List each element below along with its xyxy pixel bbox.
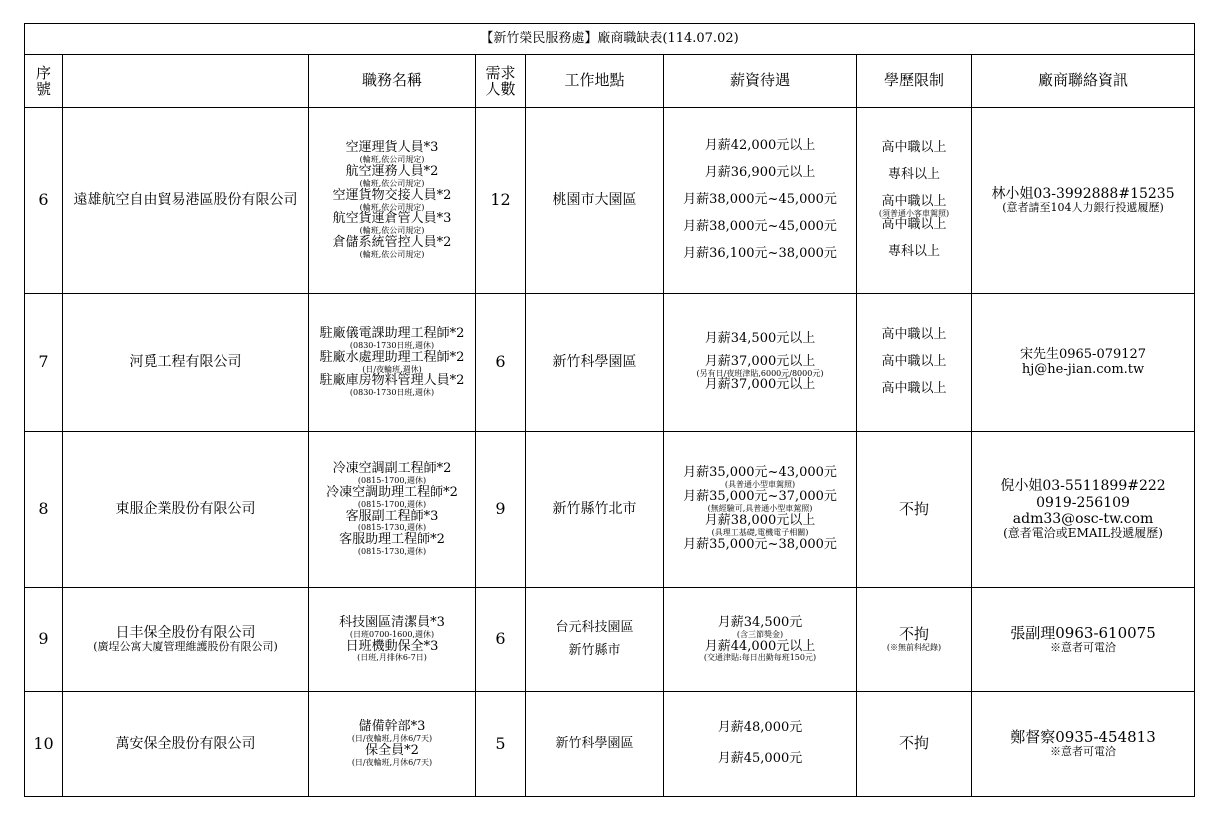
salary-list xyxy=(664,294,857,432)
job-title: 駐廠水處理助理工程師*2 xyxy=(319,349,465,365)
work-location: 台元科技園區 新竹縣市 xyxy=(526,588,664,692)
salary-item: 月薪36,900元以上 xyxy=(704,165,816,181)
education-list xyxy=(857,588,972,692)
job-title: 冷凍空調副工程師*2 xyxy=(332,461,452,477)
salary-note: (無經驗可,具普通小型車駕照) xyxy=(707,504,813,514)
work-location: 新竹科學園區 xyxy=(526,692,664,797)
education-item: 高中職以上 xyxy=(881,354,947,370)
education-item: 專科以上 xyxy=(887,166,940,182)
contact-line: adm33@osc-tw.com xyxy=(1012,510,1154,527)
job-vacancy-table xyxy=(24,23,1195,797)
salary-note: (交通津貼:每日出勤每班150元) xyxy=(703,653,817,663)
job-note: (輪班,依公司規定) xyxy=(359,226,425,236)
header-need: 需求 人數 xyxy=(476,55,526,108)
job-note: (輪班,依公司規定) xyxy=(359,250,425,260)
job-title: 冷凍空調助理工程師*2 xyxy=(326,484,458,500)
job-note: (輪班,依公司規定) xyxy=(359,178,425,188)
header-seq: 序 號 xyxy=(25,55,63,108)
education-list xyxy=(857,432,972,588)
company-name: 河覓工程有限公司 xyxy=(63,294,309,432)
contact-info xyxy=(972,294,1195,432)
education-note: (須普通小客車駕照) xyxy=(878,208,950,218)
work-location: 新竹縣竹北市 xyxy=(526,432,664,588)
company-name: 東服企業股份有限公司 xyxy=(63,432,309,588)
need-count: 9 xyxy=(476,432,526,588)
job-note: (0815-1700,週休) xyxy=(357,475,427,485)
salary-list xyxy=(664,108,857,294)
education-item: 高中職以上 xyxy=(881,217,947,233)
table-row xyxy=(25,294,1195,432)
salary-item: 月薪45,000元 xyxy=(717,751,803,766)
need-count: 6 xyxy=(476,588,526,692)
education-item: 高中職以上 xyxy=(881,380,947,396)
job-list xyxy=(309,588,476,692)
header-location: 工作地點 xyxy=(526,55,664,108)
salary-item: 月薪44,000元以上 xyxy=(704,638,816,654)
contact-line: 0919-256109 xyxy=(1036,494,1130,511)
header-company xyxy=(63,55,309,108)
job-title: 駐廠庫房物料管理人員*2 xyxy=(319,373,465,389)
company-subname: (廣埕公寓大廈管理維護股份有限公司) xyxy=(93,640,278,654)
salary-item: 月薪38,000元以上 xyxy=(704,512,816,528)
contact-info xyxy=(972,692,1195,797)
company-name: 遠雄航空自由貿易港區股份有限公司 xyxy=(63,108,309,294)
contact-info xyxy=(972,432,1195,588)
job-title: 儲備幹部*3 xyxy=(358,719,426,735)
contact-line: 張副理0963-610075 xyxy=(1010,623,1156,642)
salary-list xyxy=(664,588,857,692)
job-list xyxy=(309,108,476,294)
contact-line: 宋先生0965-079127 xyxy=(1019,346,1147,362)
job-title: 倉儲系統管控人員*2 xyxy=(332,235,452,251)
job-note: (日班0700-1600,週休) xyxy=(349,629,435,639)
job-note: (0815-1730,週休) xyxy=(357,547,427,557)
table-row xyxy=(25,432,1195,588)
job-note: (日班,月排休6-7日) xyxy=(357,653,427,663)
work-location: 桃園市大園區 xyxy=(526,108,664,294)
contact-line: 林小姐03-3992888#15235 xyxy=(991,186,1175,203)
job-note: (日/夜輪班,週休) xyxy=(362,364,422,374)
row-seq: 7 xyxy=(25,294,63,432)
job-title: 日班機動保全*3 xyxy=(345,638,439,654)
row-seq: 10 xyxy=(25,692,63,797)
job-note: (日/夜輪班,月休6/7天) xyxy=(351,734,433,744)
salary-note: (另有日/夜班津貼,6000元/8000元) xyxy=(696,368,824,378)
salary-item: 月薪37,000元以上 xyxy=(704,353,816,369)
contact-note: (意者電洽或EMAIL投遞履歷) xyxy=(1003,525,1163,540)
job-title: 駐廠儀電課助理工程師*2 xyxy=(319,325,465,341)
job-note: (0830-1730日班,週休) xyxy=(349,340,435,350)
contact-note: (意者請至104人力銀行投遞履歷) xyxy=(1002,201,1164,215)
need-count: 5 xyxy=(476,692,526,797)
salary-list xyxy=(664,432,857,588)
contact-line: hj@he-jian.com.tw xyxy=(1021,361,1145,377)
education-item: 專科以上 xyxy=(887,244,940,260)
table-row xyxy=(25,692,1195,797)
salary-note: (具普通小型車駕照) xyxy=(724,480,796,490)
row-seq: 8 xyxy=(25,432,63,588)
table-row xyxy=(25,108,1195,294)
salary-item: 月薪35,000元~37,000元 xyxy=(683,489,837,505)
row-seq: 6 xyxy=(25,108,63,294)
job-title: 科技園區清潔員*3 xyxy=(339,614,445,630)
salary-item: 月薪35,000元~43,000元 xyxy=(683,465,837,481)
education-item: 高中職以上 xyxy=(881,193,947,209)
job-note: (輪班,依公司規定) xyxy=(359,155,425,165)
education-item: 不拘 xyxy=(898,734,929,753)
header-education: 學歷限制 xyxy=(857,55,972,108)
job-note: (0815-1700,週休) xyxy=(357,499,427,509)
job-note: (輪班,依公司規定) xyxy=(359,202,425,212)
contact-info xyxy=(972,108,1195,294)
job-note: (0830-1730日班,週休) xyxy=(349,388,435,398)
education-item: 高中職以上 xyxy=(881,139,947,155)
salary-list xyxy=(664,692,857,797)
contact-note: ※意者可電洽 xyxy=(1050,640,1117,654)
salary-item: 月薪42,000元以上 xyxy=(704,138,816,154)
job-list xyxy=(309,294,476,432)
job-list xyxy=(309,432,476,588)
header-job: 職務名稱 xyxy=(309,55,476,108)
job-note: (0815-1730,週休) xyxy=(357,523,427,533)
job-title: 航空貨運倉管人員*3 xyxy=(332,211,452,227)
contact-info xyxy=(972,588,1195,692)
education-note: (※無前科紀錄) xyxy=(886,642,942,652)
salary-item: 月薪35,000元~38,000元 xyxy=(683,536,837,552)
education-list xyxy=(857,692,972,797)
salary-item: 月薪34,500元 xyxy=(717,614,803,630)
job-list xyxy=(309,692,476,797)
row-seq: 9 xyxy=(25,588,63,692)
salary-item: 月薪36,100元~38,000元 xyxy=(683,245,837,261)
job-title: 空運理貨人員*3 xyxy=(345,140,439,156)
salary-item: 月薪38,000元~45,000元 xyxy=(683,218,837,234)
company-name: 日丰保全股份有限公司 (廣埕公寓大廈管理維護股份有限公司) xyxy=(63,588,309,692)
job-title: 客服助理工程師*2 xyxy=(339,532,445,548)
header-salary: 薪資待遇 xyxy=(664,55,857,108)
job-title: 航空運務人員*2 xyxy=(345,163,439,179)
contact-line: 鄭督察0935-454813 xyxy=(1010,728,1156,747)
salary-item: 月薪38,000元~45,000元 xyxy=(683,192,837,208)
education-item: 高中職以上 xyxy=(881,327,947,343)
contact-note: ※意者可電洽 xyxy=(1050,745,1117,759)
need-count: 12 xyxy=(476,108,526,294)
job-note: (日/夜輪班,月休6/7天) xyxy=(351,757,433,767)
job-title: 保全員*2 xyxy=(365,743,419,758)
need-count: 6 xyxy=(476,294,526,432)
salary-item: 月薪37,000元以上 xyxy=(704,377,816,393)
education-item: 不拘 xyxy=(898,499,929,518)
education-list xyxy=(857,108,972,294)
table-row xyxy=(25,588,1195,692)
salary-note: (具理工基礎,電機電子相關) xyxy=(711,527,809,537)
salary-item: 月薪34,500元以上 xyxy=(704,330,816,346)
header-contact: 廠商聯絡資訊 xyxy=(972,55,1195,108)
salary-note: (含三節獎金) xyxy=(736,629,784,639)
job-title: 客服副工程師*3 xyxy=(345,508,439,524)
contact-line: 倪小姐03-5511899#222 xyxy=(1000,478,1166,495)
salary-item: 月薪48,000元 xyxy=(717,720,803,736)
education-list xyxy=(857,294,972,432)
work-location: 新竹科學園區 xyxy=(526,294,664,432)
education-item: 不拘 xyxy=(898,625,929,644)
company-name: 萬安保全股份有限公司 xyxy=(63,692,309,797)
job-title: 空運貨物交接人員*2 xyxy=(332,187,452,203)
table-title: 【新竹榮民服務處】廠商職缺表(114.07.02) xyxy=(25,24,1195,55)
